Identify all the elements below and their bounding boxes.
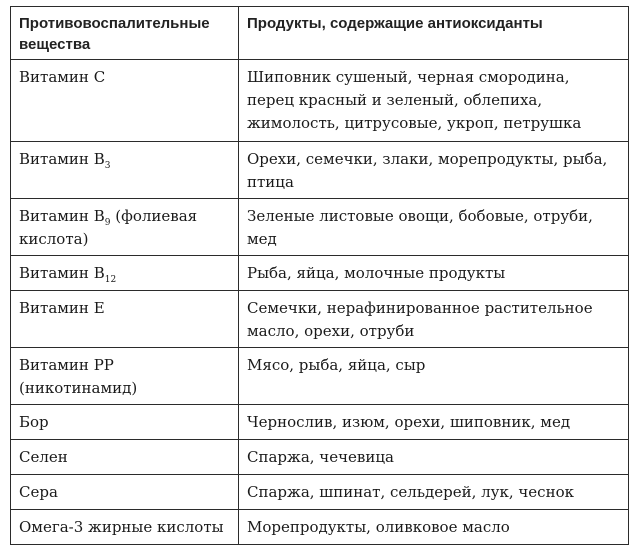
table-row <box>11 510 629 545</box>
substance-cell <box>11 405 239 440</box>
substance-name: Бор <box>19 413 49 431</box>
products-cell: Спаржа, чечевица <box>239 440 629 475</box>
table-row <box>11 440 629 475</box>
products-cell: Шиповник сушеный, черная смородина, перец красный и зеленый, облепиха, жимолость, цитрусовые, укроп, петрушка <box>239 60 629 142</box>
products-cell: Семечки, нерафинированное растительное масло, орехи, отруби <box>239 291 629 348</box>
substance-subscript: 3 <box>104 161 111 171</box>
products-cell: Зеленые листовые овощи, бобовые, отруби, мед <box>239 199 629 256</box>
table-header-row <box>11 7 629 60</box>
substance-cell <box>11 510 239 545</box>
substance-subscript: 12 <box>104 275 117 285</box>
substance-name: Сера <box>19 483 58 501</box>
substance-cell <box>11 60 239 142</box>
substance-name: Витамин C <box>19 68 106 86</box>
substance-name: Витамин PP (никотинамид) <box>19 356 138 397</box>
substance-cell <box>11 475 239 510</box>
substance-cell <box>11 142 239 199</box>
table-row <box>11 256 629 291</box>
substance-name: Витамин B <box>19 150 105 168</box>
table-row <box>11 405 629 440</box>
substance-cell <box>11 348 239 405</box>
substance-cell <box>11 199 239 256</box>
substance-subscript: 9 <box>104 218 111 228</box>
products-cell: Рыба, яйца, молочные продукты <box>239 256 629 291</box>
substance-cell <box>11 291 239 348</box>
substance-name: Витамин E <box>19 299 105 317</box>
substance-cell <box>11 440 239 475</box>
substance-cell <box>11 256 239 291</box>
substance-suffix: (фолиевая кислота) <box>19 207 198 248</box>
table-row <box>11 291 629 348</box>
products-cell: Спаржа, шпинат, сельдерей, лук, чеснок <box>239 475 629 510</box>
header-products: Продукты, содержащие антиоксиданты <box>239 7 629 60</box>
table-row <box>11 475 629 510</box>
header-substances: Противовоспалительные вещества <box>11 7 239 60</box>
products-cell: Морепродукты, оливковое масло <box>239 510 629 545</box>
antioxidants-table <box>10 6 629 545</box>
substance-name: Омега-3 жирные кислоты <box>19 518 224 536</box>
substance-name: Витамин B <box>19 207 105 225</box>
products-cell: Мясо, рыба, яйца, сыр <box>239 348 629 405</box>
products-cell: Чернослив, изюм, орехи, шиповник, мед <box>239 405 629 440</box>
products-cell: Орехи, семечки, злаки, морепродукты, рыба, птица <box>239 142 629 199</box>
table-row <box>11 348 629 405</box>
substance-name: Селен <box>19 448 68 466</box>
substance-name: Витамин B <box>19 264 105 282</box>
table-row <box>11 142 629 199</box>
table-row <box>11 199 629 256</box>
table-row <box>11 60 629 142</box>
